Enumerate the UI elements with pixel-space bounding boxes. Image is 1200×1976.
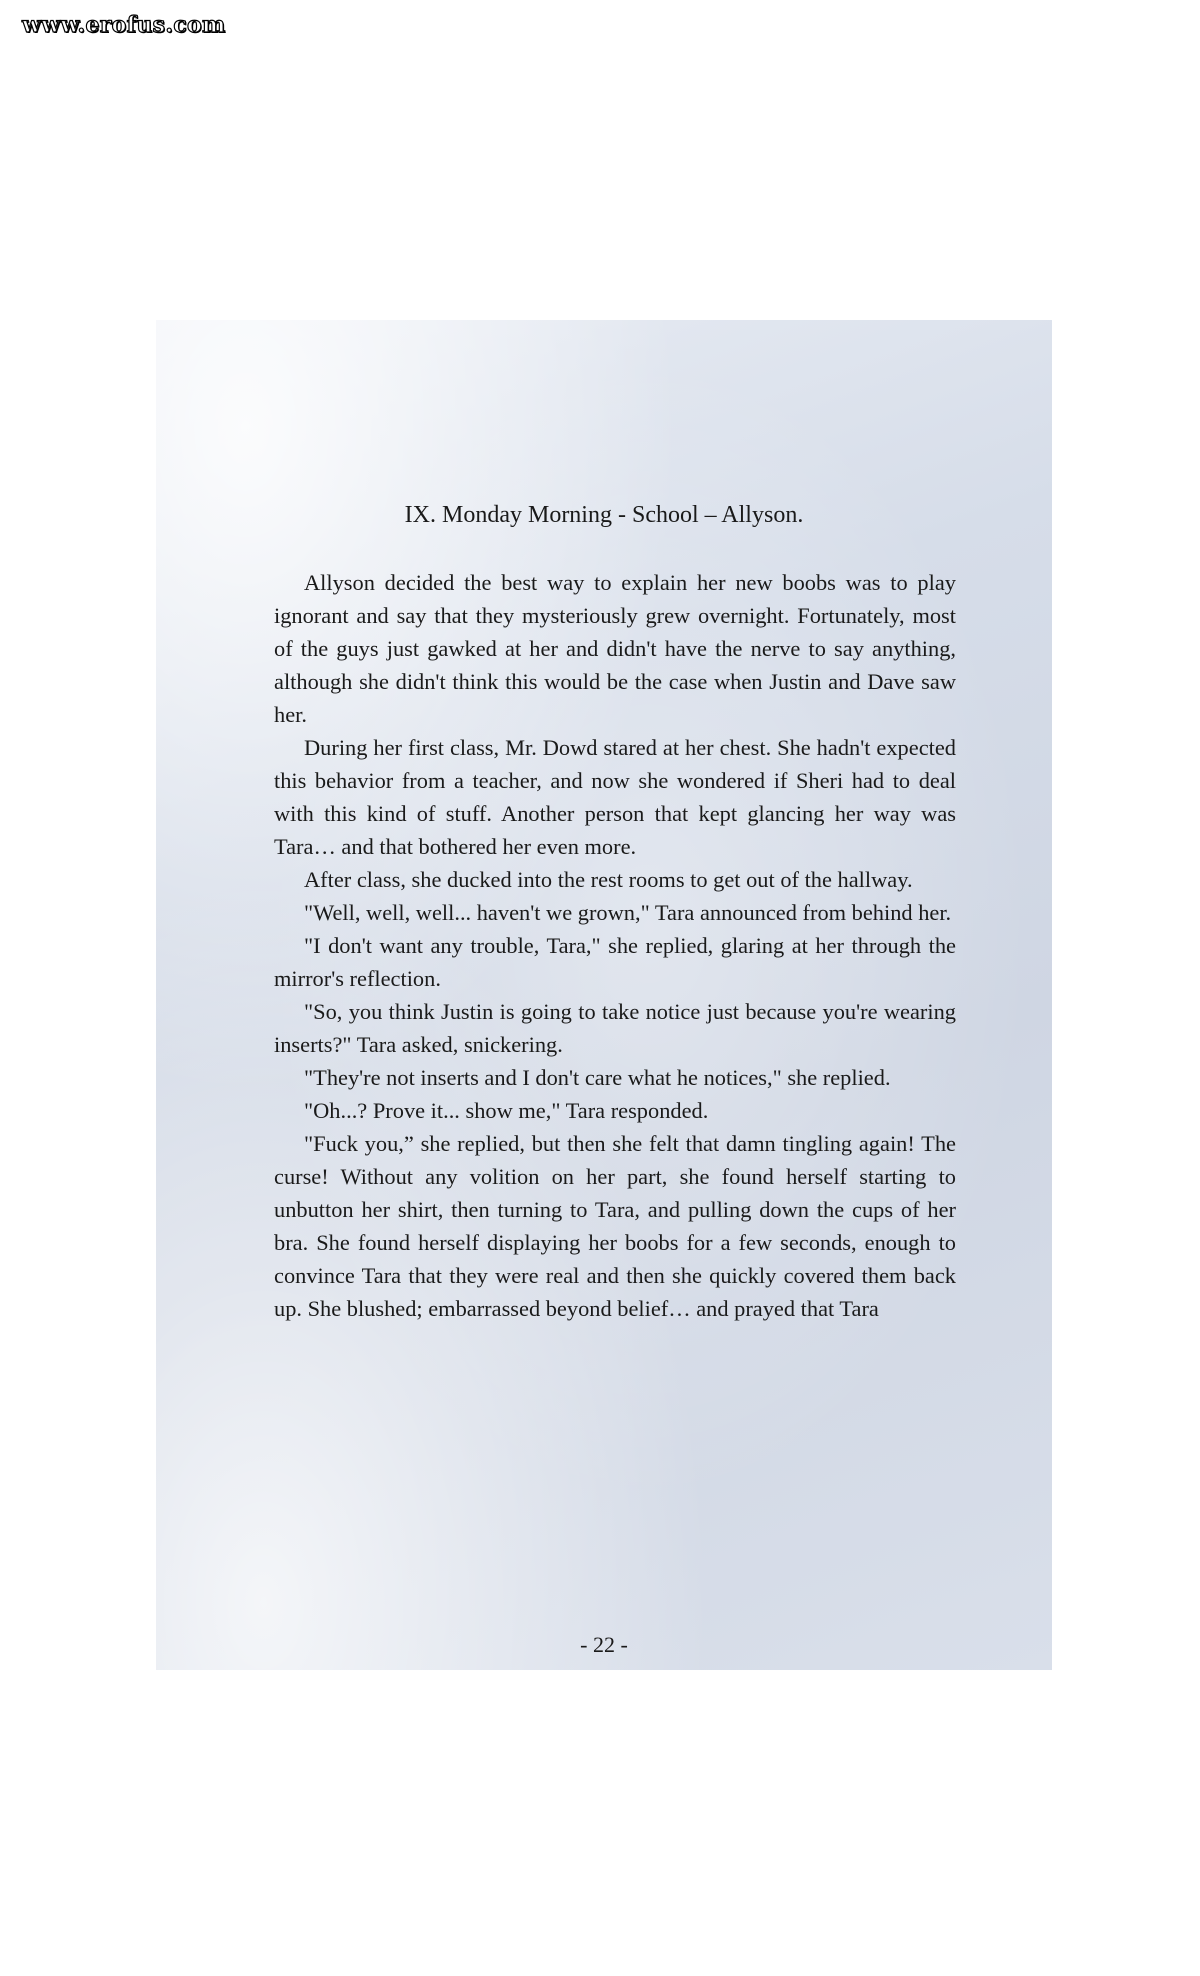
page-body [274, 566, 956, 1325]
paragraph: "So, you think Justin is going to take notice just because you're wearing inserts?" Tara asked, snickering. [274, 999, 956, 1057]
paragraph: "Oh...? Prove it... show me," Tara responded. [304, 1098, 709, 1123]
paragraph: "Well, well, well... haven't we grown," Tara announced from behind her. [304, 900, 952, 925]
paragraph: "They're not inserts and I don't care what he notices," she replied. [304, 1065, 891, 1090]
chapter-title: IX. Monday Morning - School – Allyson. [404, 502, 804, 528]
paragraph: "Fuck you,” she replied, but then she felt that damn tingling again! The curse! Without any volition on her part, she found herself starting to unbutton her shirt, then turning to Tara, and pulling down the cups of her bra. She found herself displaying her boobs for a few seconds, enough to convince Tara that they were real and then she quickly covered them back up. She blushed; embarrassed beyond belief… and prayed that Tara [274, 1131, 956, 1321]
paragraph: During her first class, Mr. Dowd stared at her chest. She hadn't expected this behavior from a teacher, and now she wondered if Sheri had to deal with this kind of stuff. Another person that kept glancing her way was Tara… and that bothered her even more. [274, 735, 956, 859]
watermark-logo: www.erofus.com [22, 12, 226, 38]
paragraph: "I don't want any trouble, Tara," she replied, glaring at her through the mirror's reflection. [274, 933, 956, 991]
book-page [156, 320, 1052, 1670]
paragraph: After class, she ducked into the rest rooms to get out of the hallway. [304, 867, 913, 892]
paragraph: Allyson decided the best way to explain her new boobs was to play ignorant and say that they mysteriously grew overnight. Fortunately, most of the guys just gawked at her and didn't have the nerve to say anything, although she didn't think this would be the case when Justin and Dave saw her. [274, 570, 956, 727]
page-number: - 22 - [580, 1632, 628, 1657]
